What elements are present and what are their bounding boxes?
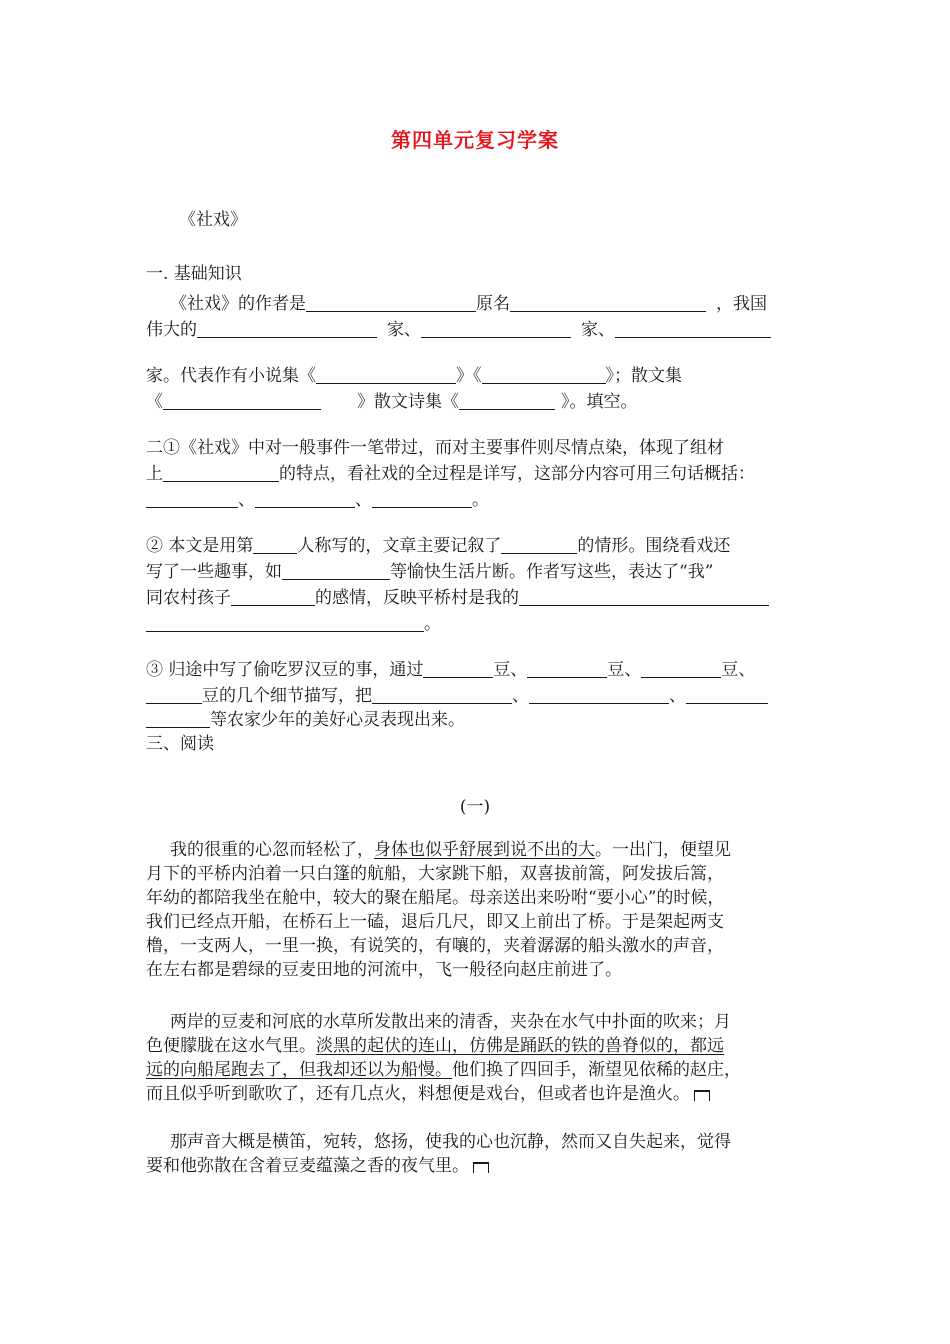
passage-line: 橹，一支两人，一里一换，有说笑的，有嚷的，夹着潺潺的船头激水的声音， (146, 936, 724, 956)
fill-line: 豆的几个细节描写，把 、 、 (146, 684, 811, 708)
blank[interactable] (510, 294, 706, 312)
fill-line: ③ 归途中写了偷吃罗汉豆的事，通过 豆、 豆、 豆、 (146, 660, 756, 680)
blank[interactable] (146, 710, 210, 728)
passage-line: 要和他弥散在含着豆麦蕴藻之香的夜气里。 (146, 1154, 811, 1178)
passage-line: 而且似乎听到歌吹了，还有几点火，料想便是戏台，但或者也许是渔火。 (146, 1082, 811, 1106)
fill-line: 家。代表作有小说集《 》《 》；散文集 (146, 366, 682, 386)
blank[interactable] (372, 686, 512, 704)
fill-line: 伟大的 家、 家、 (146, 318, 811, 342)
blank[interactable] (282, 562, 390, 580)
fill-line: 等农家少年的美好心灵表现出来。 (146, 708, 811, 732)
fill-line: 《 》散文诗集《 》。填空。 (146, 392, 638, 412)
lesson-title: 《社戏》 (179, 210, 247, 230)
blank[interactable] (197, 320, 377, 338)
blank[interactable] (641, 660, 721, 678)
blank[interactable] (306, 294, 476, 312)
fill-line: ② 本文是用第 人称写的，文章主要记叙了 的情形。围绕看戏还 (146, 536, 731, 556)
fill-line: 、 、 。 (146, 488, 811, 512)
blank[interactable] (146, 490, 238, 508)
blank[interactable] (231, 588, 315, 606)
passage-line: 色便朦胧在这水气里。淡黑的起伏的连山，仿佛是踊跃的铁的兽脊似的，都远 (146, 1036, 724, 1056)
blank[interactable] (686, 686, 768, 704)
blank[interactable] (146, 686, 202, 704)
passage-line: 我们已经点开船，在桥石上一磕，退后几尺，即又上前出了桥。于是架起两支 (146, 912, 724, 932)
underlined-phrase: 身体也似乎舒展到说不出的大 (374, 840, 595, 860)
blank[interactable] (146, 614, 424, 632)
fill-line: 上 的特点，看社戏的全过程是详写，这部分内容可用三句话概括： (146, 464, 755, 484)
passage-line: 我的很重的心忽而轻松了，身体也似乎舒展到说不出的大。一出门，便望见 (170, 840, 731, 860)
answer-mark-icon (694, 1090, 710, 1101)
passage-line: 两岸的豆麦和河底的水草所发散出来的清香，夹杂在水气中扑面的吹来；月 (170, 1012, 731, 1032)
underlined-phrase: 远的向船尾跑去了，但我却还以为船慢。 (146, 1060, 452, 1080)
passage-line: 月下的平桥内泊着一只白篷的航船，大家跳下船，双喜拔前篙，阿发拔后篙， (146, 864, 724, 884)
underlined-phrase: 淡黑的起伏的连山，仿佛是踊跃的铁的兽脊似的，都远 (316, 1036, 724, 1056)
reading-part-label: (一) (459, 797, 491, 817)
blank[interactable] (501, 536, 577, 554)
fill-line: 《社戏》的作者是 原名 ，我国 (170, 294, 767, 314)
fill-line: 。 (146, 612, 811, 636)
blank[interactable] (529, 686, 669, 704)
blank[interactable] (255, 490, 355, 508)
blank[interactable] (527, 660, 607, 678)
blank[interactable] (519, 588, 769, 606)
blank[interactable] (423, 660, 493, 678)
blank[interactable] (163, 392, 321, 410)
blank[interactable] (316, 366, 456, 384)
blank[interactable] (459, 392, 555, 410)
section-heading-reading: 三、阅读 (146, 734, 214, 754)
fill-line: 写了一些趣事，如 等愉快生活片断。作者写这些，表达了“我” (146, 562, 714, 582)
section-heading-basics: 一. 基础知识 (146, 264, 242, 284)
fill-line: 同农村孩子 的感情，反映平桥村是我的 (146, 586, 811, 610)
question-text: 二①《社戏》中对一般事件一笔带过，而对主要事件则尽情点染，体现了组材 (146, 438, 724, 458)
blank[interactable] (372, 490, 472, 508)
blank[interactable] (482, 366, 606, 384)
blank[interactable] (615, 320, 771, 338)
passage-line: 那声音大概是横笛，宛转，悠扬，使我的心也沉静，然而又自失起来，觉得 (170, 1132, 731, 1152)
passage-line: 远的向船尾跑去了，但我却还以为船慢。他们换了四回手，渐望见依稀的赵庄， (146, 1060, 741, 1080)
passage-line: 在左右都是碧绿的豆麦田地的河流中，飞一般径向赵庄前进了。 (146, 960, 622, 980)
blank[interactable] (253, 536, 297, 554)
blank[interactable] (421, 320, 571, 338)
page-title: 第四单元复习学案 (391, 128, 559, 152)
answer-mark-icon (473, 1162, 489, 1173)
blank[interactable] (163, 464, 279, 482)
passage-line: 年幼的都陪我坐在舱中，较大的聚在船尾。母亲送出来吩咐“要小心”的时候， (146, 888, 725, 908)
